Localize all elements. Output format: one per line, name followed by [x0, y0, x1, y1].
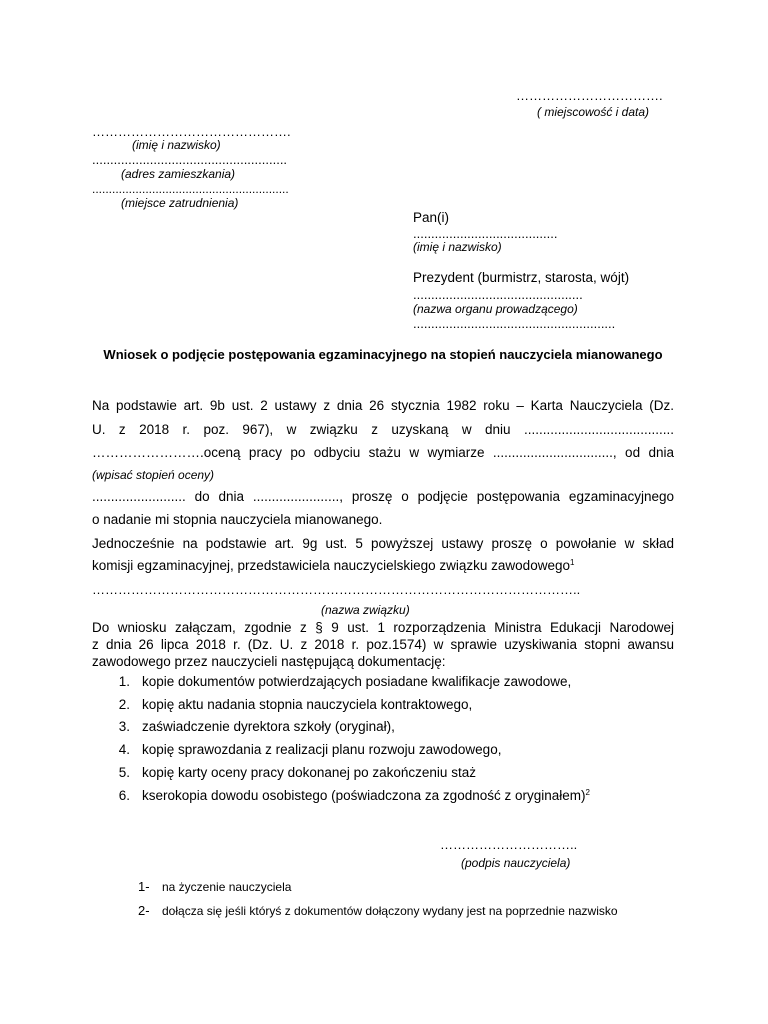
list-item-text-content: kserokopia dowodu osobistego (poświadczona za zgodność z oryginałem)	[142, 788, 586, 803]
recipient-organ-dots: ...............................................	[413, 287, 583, 302]
footnote-mark-1: 1	[569, 558, 575, 567]
footnote-mark-2: 2	[585, 788, 590, 797]
footnote-2	[138, 903, 618, 918]
place-date-label: ( miejscowość i data)	[537, 105, 650, 119]
list-item-number: 3.	[118, 719, 130, 734]
recipient-salutation: Pan(i)	[413, 210, 450, 225]
list-item-number: 2.	[118, 697, 130, 712]
recipient-extra-dots: ........................................................	[413, 316, 616, 331]
recipient-organ-label: (nazwa organu prowadzącego)	[413, 302, 578, 316]
body-line-6: Jednocześnie na podstawie art. 9g ust. 5 powyższej ustawy proszę o powołanie w skład	[92, 536, 674, 551]
attach-line-1: Do wniosku załączam, zgodnie z § 9 ust. 1 rozporządzenia Ministra Edukacji Narodowej	[92, 620, 674, 635]
footnote-text: na życzenie nauczyciela	[162, 880, 292, 894]
list-item-text: zaświadczenie dyrektora szkoły (oryginał),	[142, 719, 395, 734]
recipient-role: Prezydent (burmistrz, starosta, wójt)	[413, 270, 630, 285]
list-item-text: kopie dokumentów potwierdzających posiadane kwalifikacje zawodowe,	[142, 674, 572, 689]
footnote-text: dołącza się jeśli któryś z dokumentów dołączony wydany jest na poprzednie nazwisko	[162, 904, 618, 918]
list-item-text: kopię aktu nadania stopnia nauczyciela kontraktowego,	[142, 697, 473, 712]
footnote-number: 1-	[138, 879, 150, 894]
body-line-4: ......................... do dnia ......................., proszę o podjęcie postępowania egzaminacyjnego	[92, 489, 674, 504]
body-line-2: U. z 2018 r. poz. 967), w związku z uzyskaną w dniu ........................................	[92, 422, 674, 437]
document-title: Wniosek o podjęcie postępowania egzaminacyjnego na stopień nauczyciela mianowanego	[103, 347, 663, 362]
body-line-5: o nadanie mi stopnia nauczyciela mianowanego.	[92, 512, 383, 527]
union-label: (nazwa związku)	[321, 603, 410, 617]
footnote-1	[138, 879, 291, 894]
sender-address-dots: ......................................................	[92, 152, 288, 167]
sender-workplace-label: (miejsce zatrudnienia)	[121, 196, 239, 210]
sender-name-label: (imię i nazwisko)	[132, 138, 221, 152]
list-item-number: 4.	[118, 742, 130, 757]
list-item-text: kopię karty oceny pracy dokonanej po zakończeniu staż	[142, 765, 476, 780]
list-item-number: 6.	[118, 788, 130, 803]
list-item-text: kopię sprawozdania z realizacji planu rozwoju zawodowego,	[142, 742, 502, 757]
attach-line-2: z dnia 26 lipca 2018 r. (Dz. U. z 2018 r. poz.1574) w sprawie uzyskiwania stopni awansu	[92, 637, 674, 652]
union-dots: …………………………………………………………………………………………………..	[92, 582, 581, 597]
place-date-dots: …………………………….	[516, 88, 663, 103]
sender-name-dots: ……………………………………….	[92, 124, 291, 139]
attach-line-3: zawodowego przez nauczycieli następującą dokumentację:	[92, 654, 446, 669]
body-line-1: Na podstawie art. 9b ust. 2 ustawy z dnia 26 stycznia 1982 roku – Karta Nauczyciela (Dz.	[92, 398, 674, 413]
recipient-name-label: (imię i nazwisko)	[413, 240, 502, 254]
recipient-name-dots: ........................................	[413, 226, 558, 241]
body-line-7-text: komisji egzaminacyjnej, przedstawiciela nauczycielskiego związku zawodowego	[92, 558, 570, 573]
sender-workplace-dots: ...........................................................	[92, 182, 289, 196]
signature-label: (podpis nauczyciela)	[461, 856, 571, 870]
grade-note: (wpisać stopień oceny)	[92, 468, 215, 482]
list-item-number: 1.	[118, 674, 130, 689]
signature-dots: …………………………..	[440, 837, 578, 852]
sender-address-label: (adres zamieszkania)	[121, 167, 236, 181]
list-item-text	[142, 788, 590, 803]
list-item-number: 5.	[118, 765, 130, 780]
footnote-number: 2-	[138, 903, 150, 918]
body-line-7	[92, 558, 574, 573]
body-line-3: …………………….oceną pracy po odbyciu stażu w wymiarze ................................, od dnia	[92, 445, 674, 460]
